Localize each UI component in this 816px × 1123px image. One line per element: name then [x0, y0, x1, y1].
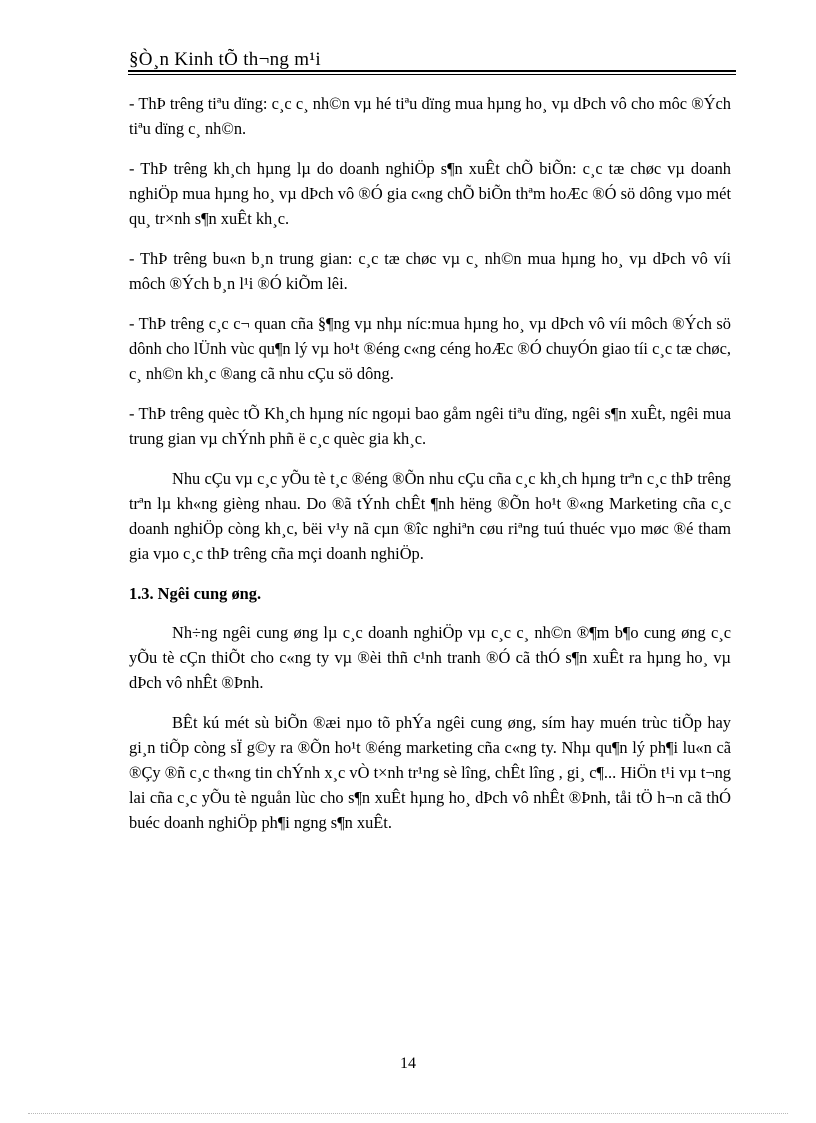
page-number: 14: [400, 1055, 416, 1072]
section-heading-suppliers: 1.3. Ngêi cung øng.: [129, 584, 262, 603]
paragraph-market-needs: Nhu cÇu vµ c¸c yÕu tè t¸c ®éng ®Õn nhu cÇu cña c¸c kh¸ch hµng trªn c¸c thÞ trêng trªn lµ kh«ng gièng nhau. Do ®ã tÝnh chÊt ¶nh hëng ®Õn ho¹t ®«ng Marketing cña c¸c doanh nghiÖp còng kh¸c, bëi v¹y nã cµn ®îc nghiªn cøu riªng tuú thuéc vµo møc ®é tham gia vµo c¸c thÞ trêng cña mçi doanh nghiÖp.: [129, 469, 731, 563]
paragraph-international-market: - ThÞ trêng quèc tÕ Kh¸ch hµng níc ngoµi bao gåm ngêi tiªu dïng, ngêi s¶n xuÊt, ngêi mua trung gian vµ chÝnh phñ ë c¸c quèc gia kh¸c.: [129, 404, 731, 448]
paragraph-consumer-market: - ThÞ trêng tiªu dïng: c¸c c¸ nh©n vµ hé tiªu dïng mua hµng ho¸ vµ dÞch vô cho môc ®Ých tiªu dïng c¸ nh©n.: [129, 94, 731, 138]
page-header-title: §Ò¸n Kinh tÕ th¬ng m¹i: [129, 49, 321, 70]
paragraph-suppliers-definition: Nh÷ng ngêi cung øng lµ c¸c doanh nghiÖp vµ c¸c c¸ nh©n ®¶m b¶o cung øng c¸c yÕu tè cÇn thiÕt cho c«ng ty vµ ®èi thñ c¹nh tranh ®Ó cã thÓ s¶n xuÊt ra hµng ho¸ vµ dÞch vô nhÊt ®Þnh.: [129, 623, 731, 692]
header-divider: [128, 70, 736, 75]
paragraph-government-market: - ThÞ trêng c¸c c¬ quan cña §¶ng vµ nhµ níc:mua hµng ho¸ vµ dÞch vô víi môch ®Ých sö dônh cho lÜnh vùc qu¶n lý vµ ho¹t ®éng c«ng céng hoÆc ®Ó chuyÓn giao tíi c¸c tæ chøc, c¸ nh©n kh¸c ®ang cã nhu cÇu sö dông.: [129, 314, 731, 383]
page-bottom-edge: [28, 1113, 788, 1114]
paragraph-producer-market: - ThÞ trêng kh¸ch hµng lµ do doanh nghiÖp s¶n xuÊt chÕ biÕn: c¸c tæ chøc vµ doanh nghiÖp mua hµng ho¸ vµ dÞch vô ®Ó gia c«ng chÕ biÕn thªm hoÆc ®Ó sö dông vµo mét qu¸ tr×nh s¶n xuÊt kh¸c.: [129, 159, 731, 228]
paragraph-reseller-market: - ThÞ trêng bu«n b¸n trung gian: c¸c tæ chøc vµ c¸ nh©n mua hµng ho¸ vµ dÞch vô víi môch ®Ých b¸n l¹i ®Ó kiÕm lêi.: [129, 249, 731, 293]
paragraph-supplier-changes: BÊt kú mét sù biÕn ®æi nµo tõ phÝa ngêi cung øng, sím hay muén trùc tiÕp hay gi¸n tiÕp còng sÏ g©y ra ®Õn ho¹t ®éng marketing cña c«ng ty. Nhµ qu¶n lý ph¶i lu«n cã ®Çy ®ñ c¸c th«ng tin chÝnh x¸c vÒ t×nh tr¹ng sè lîng, chÊt lîng , gi¸ c¶... HiÖn t¹i vµ t¬ng lai cña c¸c yÕu tè nguån lùc cho s¶n xuÊt hµng ho¸ dÞch vô nhÊt ®Þnh, tåi tÖ h¬n cã thÓ buéc doanh nghiÖp ph¶i ngng s¶n xuÊt.: [129, 713, 731, 832]
document-body: [129, 91, 731, 850]
